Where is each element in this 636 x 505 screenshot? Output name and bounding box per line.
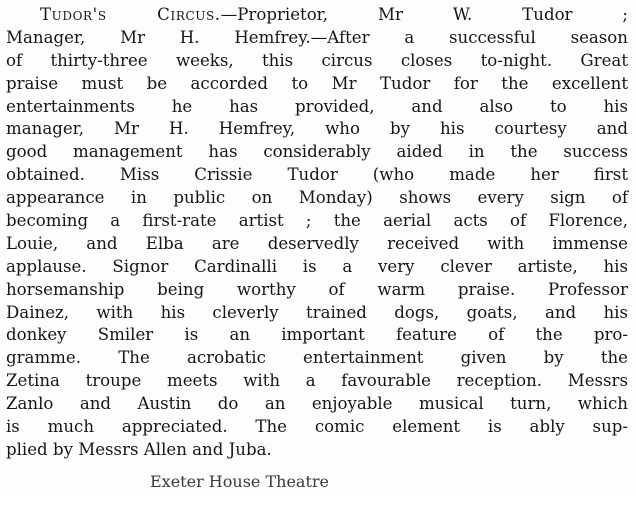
article-line-12: applause. Signor Cardinalli is a very clever artiste, his bbox=[6, 256, 628, 276]
article-line-1 bbox=[6, 4, 628, 27]
article-line-13: horsemanship being worthy of warm praise. Professor bbox=[6, 279, 628, 299]
article-line-10: becoming a first-rate artist ; the aerial acts of Florence, bbox=[6, 211, 628, 231]
article-line-2: Manager, Mr H. Hemfrey.—After a successful season bbox=[6, 27, 628, 47]
article-line-16: gramme. The acrobatic entertainment given by the bbox=[6, 348, 628, 368]
article-line-14: Dainez, with his cleverly trained dogs, goats, and his bbox=[6, 302, 628, 322]
article-line-8: obtained. Miss Crissie Tudor (who made her first bbox=[6, 165, 628, 185]
article-heading: Tudor's Circus. bbox=[40, 5, 221, 24]
article-line-20: plied by Messrs Allen and Juba. bbox=[6, 439, 272, 459]
article-line-9: appearance in public on Monday) shows every sign of bbox=[6, 188, 628, 208]
article-line-6: manager, Mr H. Hemfrey, who by his courtesy and bbox=[6, 119, 628, 139]
article-line-7: good management has considerably aided in the success bbox=[6, 142, 628, 162]
article-line-11: Louie, and Elba are deservedly received with immense bbox=[6, 233, 628, 253]
article-line-19: is much appreciated. The comic element is ably sup- bbox=[6, 417, 628, 437]
article-line-5: entertainments he has provided, and also to his bbox=[6, 96, 628, 116]
article-line-18: Zanlo and Austin do an enjoyable musical turn, which bbox=[6, 394, 628, 414]
article-line-17: Zetina troupe meets with a favourable reception. Messrs bbox=[6, 371, 628, 391]
article-column bbox=[6, 4, 628, 462]
article-line-4: praise must be accorded to Mr Tudor for the excellent bbox=[6, 73, 628, 93]
next-paragraph-fragment-text: Exeter House Theatre bbox=[150, 472, 329, 491]
next-paragraph-fragment bbox=[150, 472, 480, 495]
article-line-3: of thirty-three weeks, this circus closes to-night. Great bbox=[6, 50, 628, 70]
article-line-1-text: —Proprietor, Mr W. Tudor ; bbox=[220, 5, 629, 24]
article-line-15: donkey Smiler is an important feature of the pro- bbox=[6, 325, 628, 345]
